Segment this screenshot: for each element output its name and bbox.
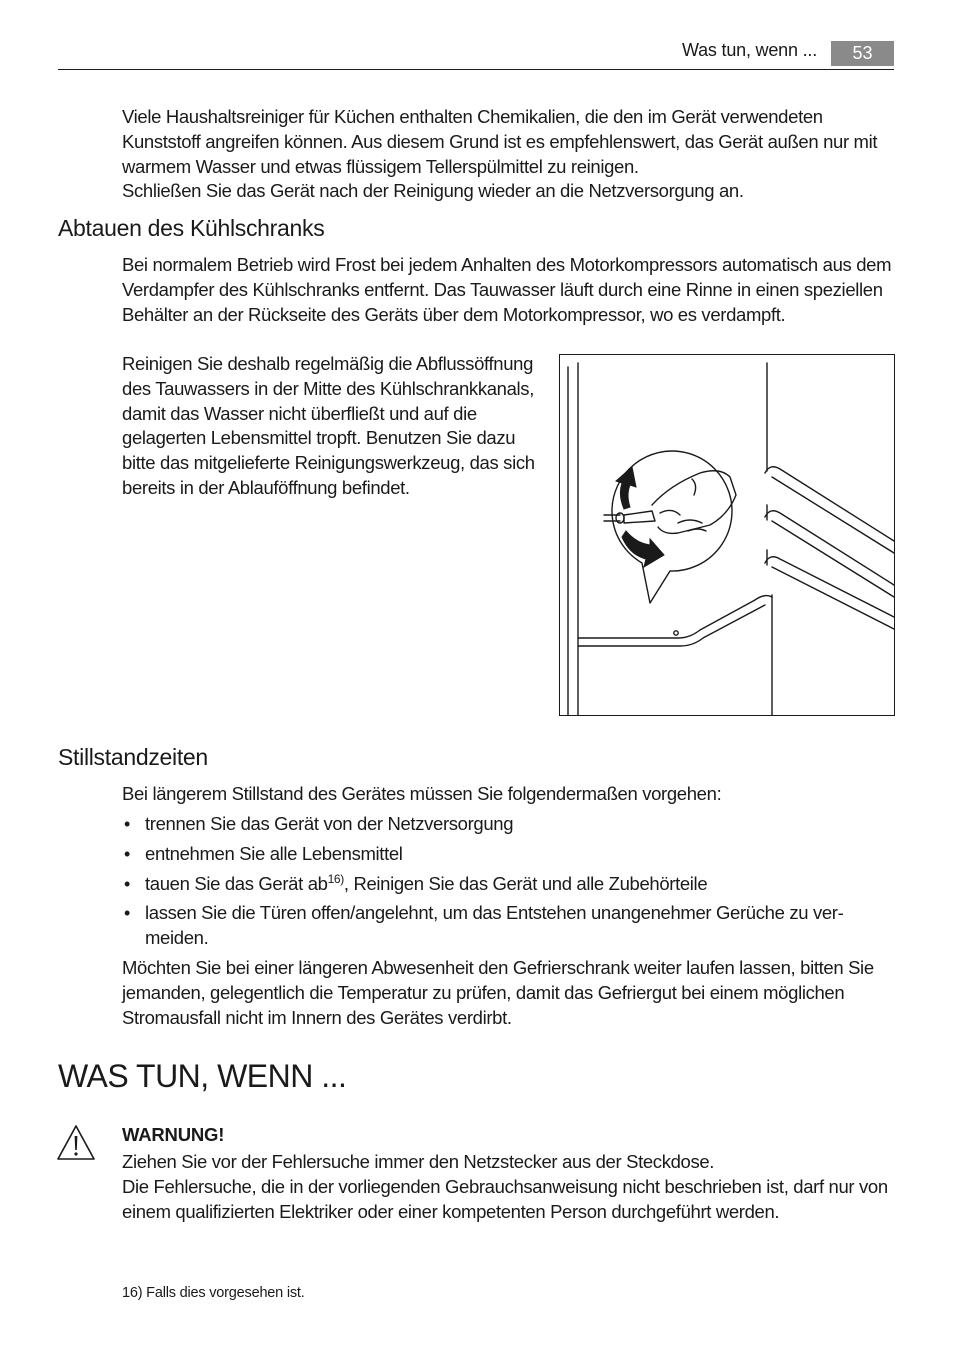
- list-item-text: entnehmen Sie alle Lebensmittel: [145, 842, 403, 864]
- warning-line-2: Die Fehlersuche, die in der vorliegenden Gebrauchsanweisung nicht beschrieben ist, darf nur von einem qualifizierten Elektriker oder einer kompetenten Person durchgeführt werden.: [122, 1175, 888, 1222]
- idle-steps-list: [122, 812, 897, 956]
- list-item-text: , Reinigen Sie das Gerät und alle Zubehörteile: [343, 872, 708, 894]
- header-divider: [58, 69, 894, 70]
- cleaning-text: Viele Haushaltsreiniger für Küchen enthalten Chemikalien, die den im Gerät verwendeten Kunststoff angreifen können. Aus diesem Grund ist es empfehlenswert, das Gerät außen nur mit warmem Wasser und etwas flüssigem Tellerspülmittel zu reinigen.: [122, 106, 878, 177]
- list-item: [122, 872, 897, 897]
- defrost-paragraph-1: Bei normalem Betrieb wird Frost bei jedem Anhalten des Motorkompressors automatisch aus dem Verdampfer des Kühlschranks entfernt. Das Tauwasser läuft durch eine Rinne in einen speziellen Behälter an der Rückseite des Geräts über dem Motorkompressor, wo es verdampft.: [122, 254, 892, 325]
- list-item: [122, 812, 897, 837]
- list-item-text: lassen Sie die Türen offen/angelehnt, um das Entstehen unangenehmer Gerüche zu vermeiden.: [145, 902, 844, 949]
- footnote-reference: 16): [327, 871, 344, 886]
- idle-outro: Möchten Sie bei einer längeren Abwesenheit den Gefrierschrank weiter laufen lassen, bitten Sie jemanden, gelegentlich die Temperatur zu prüfen, damit das Gefriergut bei einem möglichen Stromausfall nicht im Innern des Gerätes verdirbt.: [122, 957, 874, 1028]
- idle-intro: Bei längerem Stillstand des Gerätes müssen Sie folgendermaßen vorgehen:: [122, 783, 722, 804]
- warning-triangle-icon: [56, 1124, 96, 1162]
- drain-cleaning-illustration: [559, 354, 895, 716]
- warning-line-1: Ziehen Sie vor der Fehlersuche immer den Netzstecker aus der Steckdose.: [122, 1151, 715, 1172]
- list-item: [122, 842, 897, 867]
- list-item: [122, 901, 897, 951]
- fridge-interior-drawing: [560, 355, 894, 715]
- defrost-heading: Abtauen des Kühlschranks: [58, 215, 325, 241]
- idle-periods-heading: Stillstandzeiten: [58, 744, 208, 770]
- cleaning-paragraph: [122, 105, 902, 204]
- list-item-text: trennen Sie das Gerät von der Netzversorgung: [145, 813, 514, 834]
- list-item-text: tauen Sie das Gerät ab: [145, 872, 328, 894]
- page-number-badge: 53: [831, 41, 894, 66]
- warning-text: [122, 1150, 892, 1224]
- running-title: Was tun, wenn ...: [682, 40, 817, 60]
- warning-title: WARNUNG!: [122, 1124, 225, 1145]
- footnote: 16) Falls dies vorgesehen ist.: [122, 1285, 305, 1301]
- defrost-paragraph-2: Reinigen Sie deshalb regelmäßig die Abflussöffnung des Tauwassers in der Mitte des Kühlschrankkanals, damit das Wasser nicht überfließt und auf die gelagerten Lebensmittel tropft. Benutzen Sie dazu bitte das mitgelieferte Reinigungswerkzeug, das sich bereits in der Ablauföffnung befindet.: [122, 353, 535, 498]
- troubleshooting-heading: WAS TUN, WENN ...: [58, 1058, 347, 1094]
- reconnect-text: Schließen Sie das Gerät nach der Reinigung wieder an die Netzversorgung an.: [122, 180, 744, 202]
